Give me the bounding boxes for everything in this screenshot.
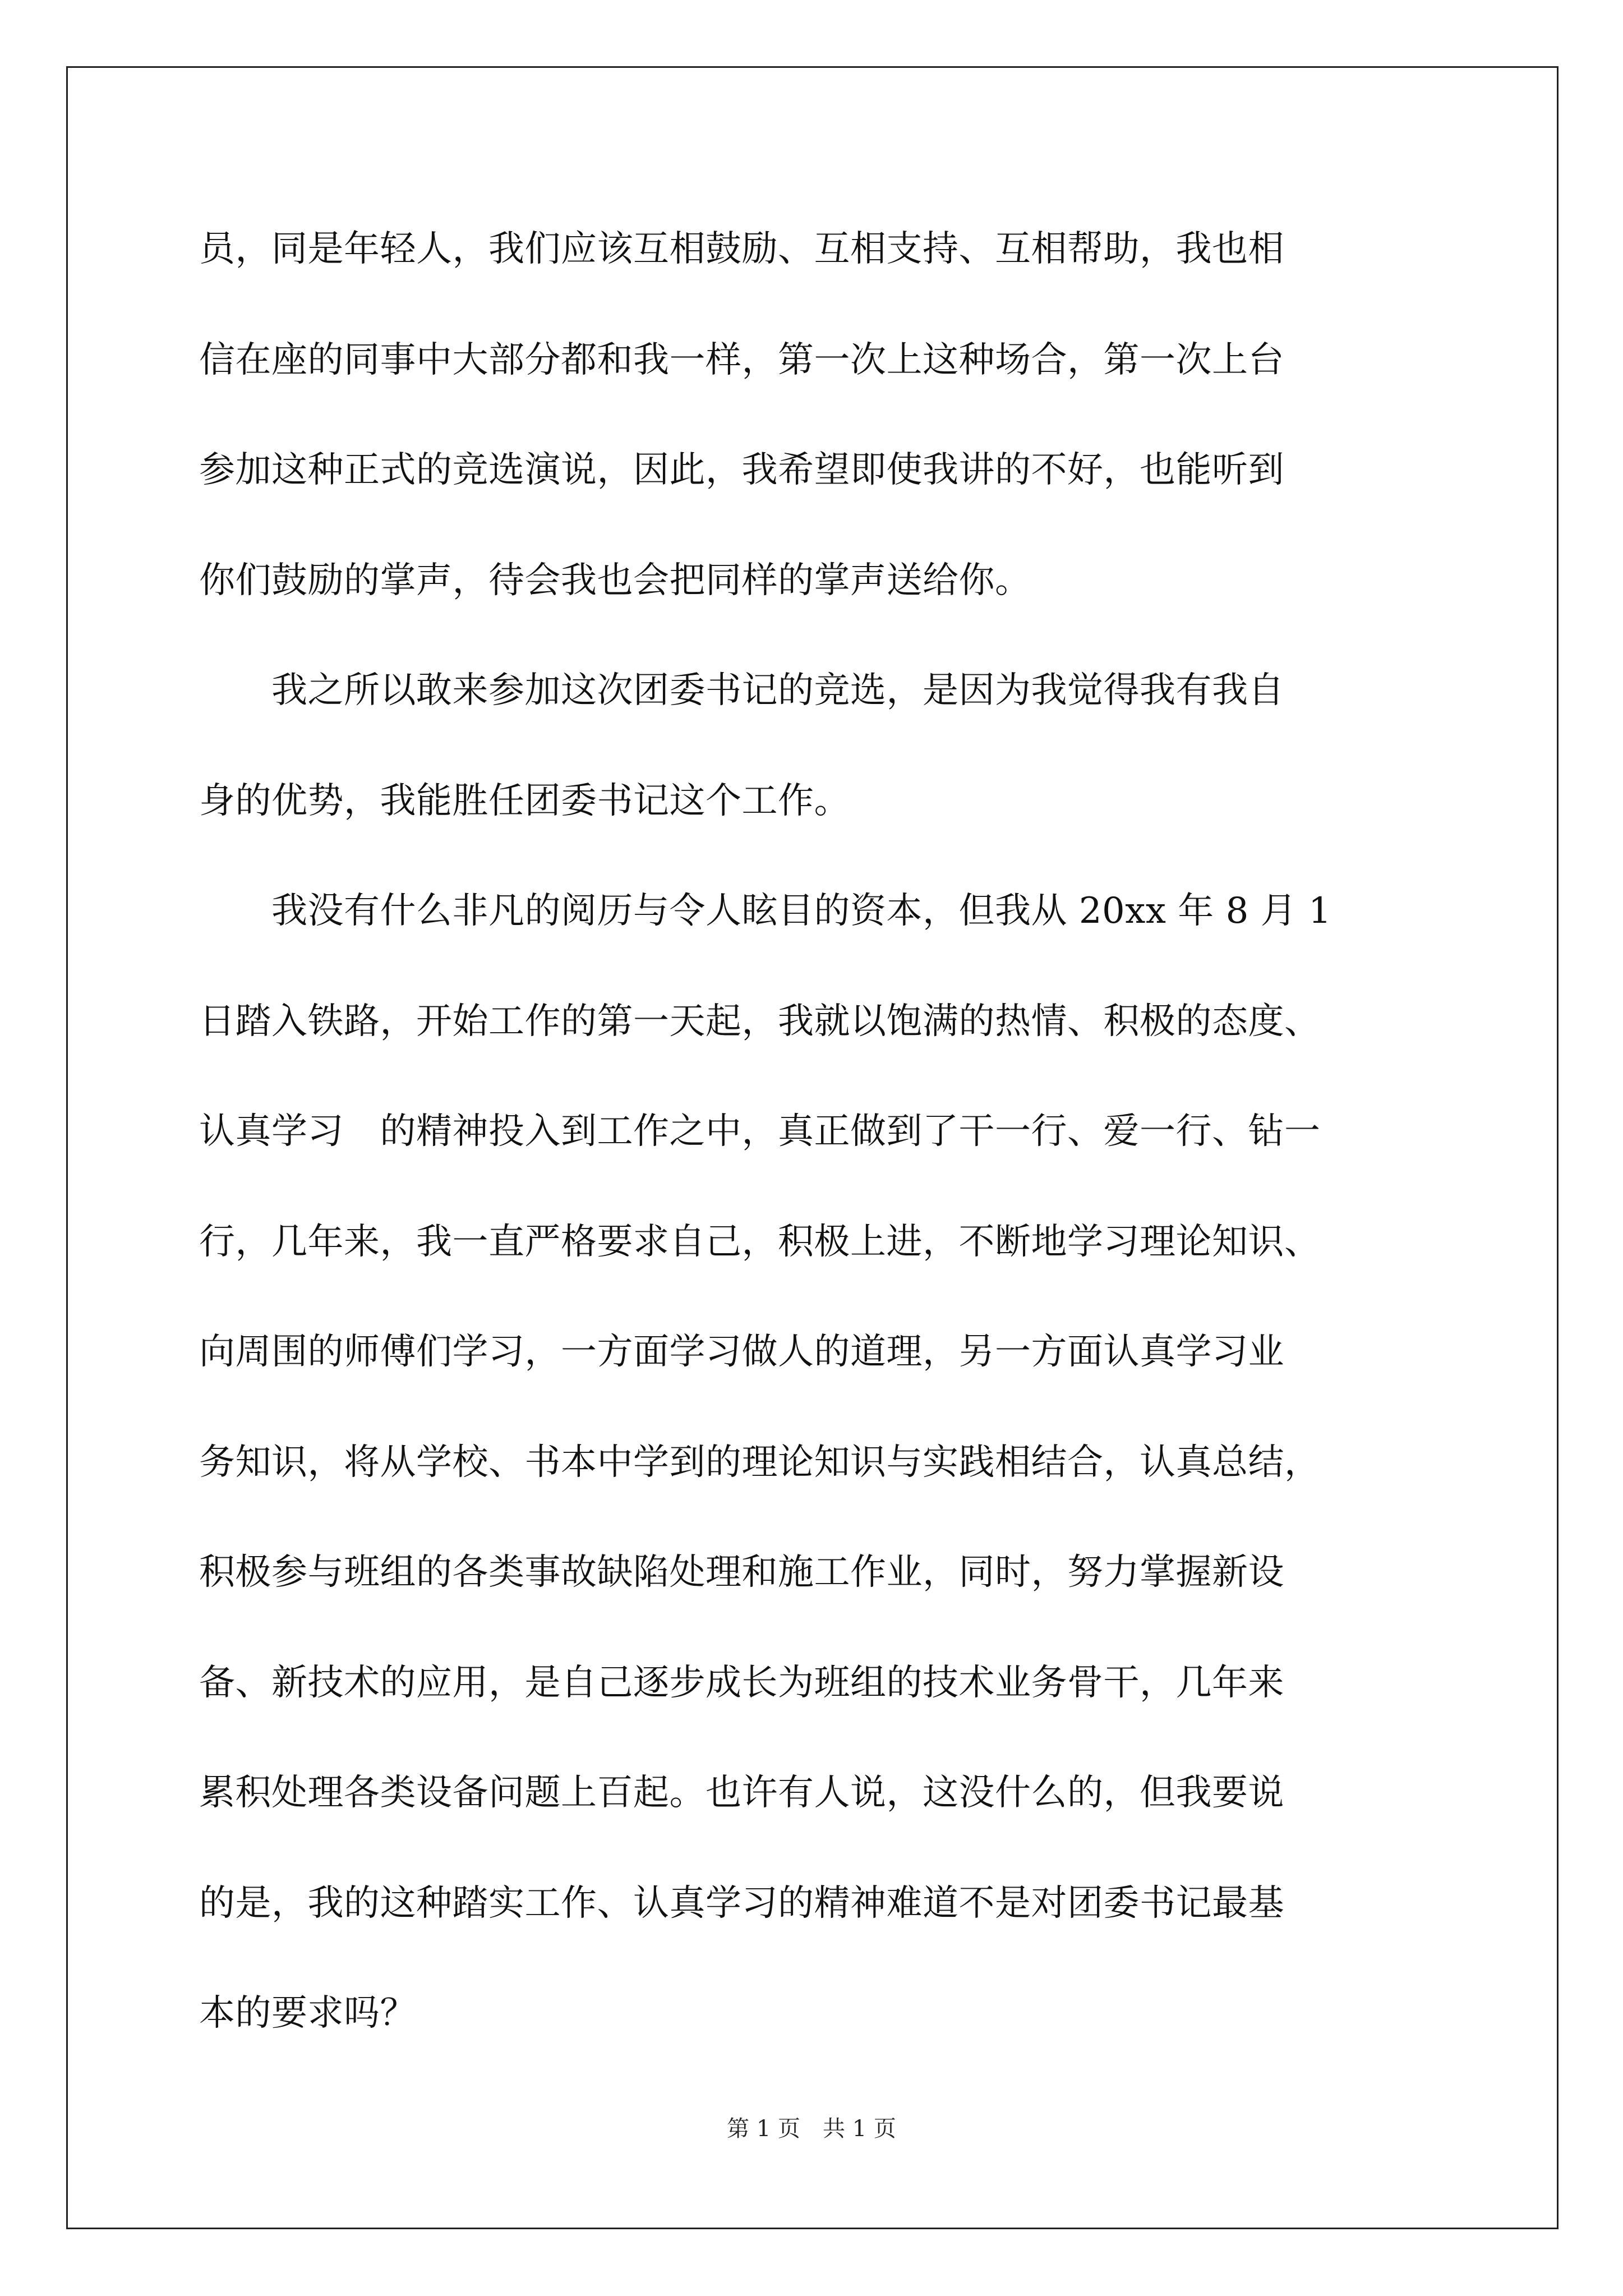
text-line: 本的要求吗？ <box>199 1993 416 2034</box>
text-line: 认真学习 的精神投入到工作之中，真正做到了干一行、爱一行、钻一 <box>199 1111 1321 1152</box>
text-line: 信在座的同事中大部分都和我一样，第一次上这种场合，第一次上台 <box>199 339 1284 381</box>
text-line: 务知识，将从学校、书本中学到的理论知识与实践相结合，认真总结， <box>199 1442 1321 1483</box>
text-line: 员，同是年轻人，我们应该互相鼓励、互相支持、互相帮助，我也相 <box>199 228 1284 270</box>
text-line: 向周围的师傅们学习，一方面学习做人的道理，另一方面认真学习业 <box>199 1331 1284 1373</box>
text-line: 备、新技术的应用，是自己逐步成长为班组的技术业务骨干，几年来 <box>199 1662 1284 1704</box>
text-line: 日踏入铁路，开始工作的第一天起，我就以饱满的热情、积极的态度、 <box>199 1001 1321 1042</box>
page-number-footer: 第 1 页 共 1 页 <box>727 2116 896 2142</box>
text-line: 我没有什么非凡的阅历与令人眩目的资本，但我从 20xx 年 8 月 1 <box>199 890 1332 932</box>
text-line: 行，几年来，我一直严格要求自己，积极上进，不断地学习理论知识、 <box>199 1221 1321 1263</box>
text-line: 累积处理各类设备问题上百起。也许有人说，这没什么的，但我要说 <box>199 1772 1284 1814</box>
text-line: 参加这种正式的竞选演说，因此，我希望即使我讲的不好，也能听到 <box>199 449 1284 491</box>
text-line: 你们鼓励的掌声，待会我也会把同样的掌声送给你。 <box>199 560 1031 601</box>
text-line: 身的优势，我能胜任团委书记这个工作。 <box>199 780 850 822</box>
text-line: 积极参与班组的各类事故缺陷处理和施工作业，同时，努力掌握新设 <box>199 1552 1284 1593</box>
text-line: 的是，我的这种踏实工作、认真学习的精神难道不是对团委书记最基 <box>199 1883 1284 1924</box>
text-line: 我之所以敢来参加这次团委书记的竞选，是因为我觉得我有我自 <box>199 670 1284 711</box>
